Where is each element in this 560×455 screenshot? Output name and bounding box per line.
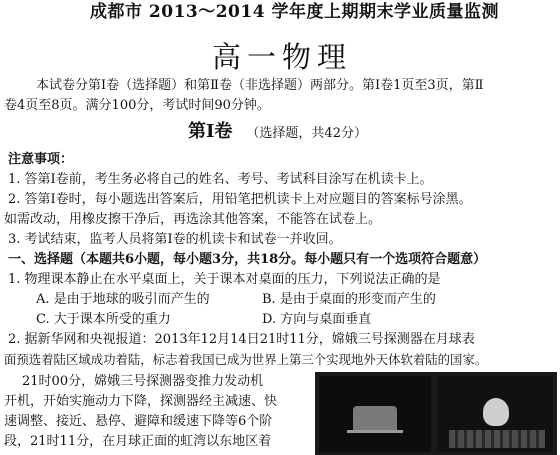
question-1-stem: 1. 物理课本静止在水平桌面上，关于课本对桌面的压力，下列说法正确的是 (8, 272, 441, 287)
volume-label: 第Ⅰ卷 (188, 121, 233, 142)
rover-image (437, 376, 553, 452)
q1-option-d: D. 方向与桌面垂直 (262, 312, 372, 327)
note-2-cont: 如需改动，用橡皮擦干净后，再选涂其他答案，不能答在试卷上。 (4, 212, 382, 227)
question-2-line-3: 21时00分，嫦娥三号探测器变推力发动机 (22, 374, 264, 389)
question-2-line-2: 面预选着陆区域成功着陆，标志着我国已成为世界上第三个实现地外天体软着陆的国家。 (4, 352, 488, 367)
subject-title: 高一物理 (212, 40, 353, 74)
image-caption-blur (449, 430, 545, 448)
intro-line-1: 本试卷分第Ⅰ卷（选择题）和第Ⅱ卷（非选择题）两部分。第Ⅰ卷1页至3页，第Ⅱ (36, 78, 484, 93)
volume-note: （选择题，共42分） (246, 126, 367, 141)
question-2-line-1: 2. 据新华网和央视报道：2013年12月14日21时11分，嫦娥三号探测器在月球表 (8, 332, 475, 347)
question-2-line-5: 速调整、接近、悬停、避障和缓速下降等6个阶 (4, 414, 273, 429)
exam-header: 成都市 2013～2014 学年度上期期末学业质量监测 (90, 2, 499, 22)
section-heading: 一、选择题（本题共6小题，每小题3分，共18分。每小题只有一个选项符合题意） (8, 252, 487, 267)
lander-figure (353, 406, 397, 432)
note-1: 1. 答第Ⅰ卷前，考生务必将自己的姓名、考号、考试科目涂写在机读卡上。 (8, 172, 433, 187)
q1-option-c: C. 大于课本所受的重力 (36, 312, 171, 327)
question-2-line-6: 段，21时11分，在月球正面的虹湾以东地区着 (4, 434, 272, 449)
question-2-line-4: 开机，开始实施动力下降，探测器经主减速、快 (4, 394, 278, 409)
intro-line-2: 卷4页至8页。满分100分，考试时间90分钟。 (4, 98, 270, 113)
note-2: 2. 答第Ⅰ卷时，每小题选出答案后，用铅笔把机读卡上对应题目的答案标号涂黑。 (8, 192, 472, 207)
lunar-surface-image (319, 376, 431, 452)
q1-option-a: A. 是由于地球的吸引而产生的 (36, 292, 210, 307)
chang-e-3-photo (315, 372, 557, 455)
q1-option-b: B. 是由于桌面的形变而产生的 (262, 292, 436, 307)
volume-heading (188, 121, 367, 142)
note-3: 3. 考试结束，监考人员将第Ⅰ卷的机读卡和试卷一并收回。 (8, 232, 342, 247)
notes-title: 注意事项： (8, 152, 74, 167)
rover-figure (483, 398, 509, 426)
